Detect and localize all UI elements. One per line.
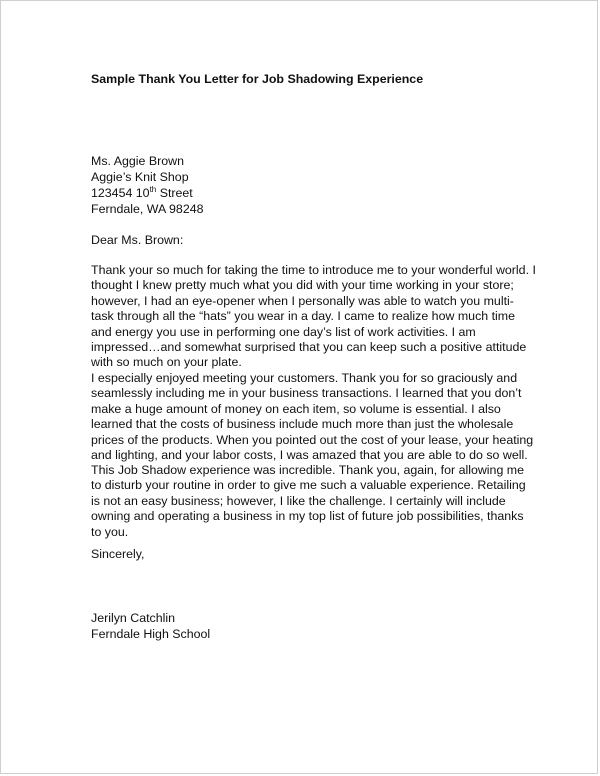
street-name: Street (156, 186, 193, 200)
paragraph-line: task through all the “hats” you wear in a day. I came to realize how much time (91, 309, 516, 324)
paragraph-line: to disturb your routine in order to give me such a valuable experience. Retailing (91, 478, 526, 493)
recipient-street (91, 185, 193, 201)
paragraph-line: This Job Shadow experience was incredible. Thank you, again, for allowing me (91, 463, 524, 477)
recipient-name: Ms. Aggie Brown (91, 154, 184, 168)
paragraph-line: is not an easy business; however, I like the challenge. I certainly will include (91, 493, 506, 508)
paragraph-line: I especially enjoyed meeting your customers. Thank you for so graciously and (91, 371, 518, 385)
paragraph-line: to you. (91, 524, 129, 539)
paragraph-line: owning and operating a business in my top list of future job possibilities, thanks (91, 509, 524, 524)
document-title: Sample Thank You Letter for Job Shadowing Experience (91, 72, 424, 86)
paragraph-1 (91, 263, 536, 371)
signature-school: Ferndale High School (91, 627, 211, 641)
paragraph-line: and lighting, and your labor costs, I was amazed that you are able to do so well. (91, 448, 528, 463)
paragraph-line: however, I had an eye-opener when I personally was able to watch you multi- (91, 293, 514, 308)
salutation: Dear Ms. Brown: (91, 233, 184, 247)
paragraph-line: learned that the costs of business include much more than just the wholesale (91, 417, 514, 432)
street-number: 123454 10 (91, 186, 150, 200)
recipient-company: Aggie’s Knit Shop (91, 170, 189, 184)
paragraph-line: seamlessly including me in your business transactions. I learned that you don’t (91, 386, 522, 401)
closing: Sincerely, (91, 547, 145, 561)
street-ordinal-suffix: th (149, 184, 157, 194)
paragraph-line: make a huge amount of money on each item, so volume is essential. I also (91, 401, 501, 416)
paragraph-line: Thank your so much for taking the time to introduce me to your wonderful world. I (91, 263, 536, 277)
paragraph-line: and energy you use in performing one day’s list of work activities. I am (91, 324, 476, 339)
paragraph-line: thought I knew pretty much what you did with your time working in your store; (91, 278, 514, 293)
paragraph-3 (91, 463, 531, 540)
signature-name: Jerilyn Catchlin (91, 611, 176, 625)
paragraph-line: impressed…and somewhat surprised that you can keep such a positive attitude (91, 340, 527, 355)
recipient-city-line: Ferndale, WA 98248 (91, 202, 204, 216)
paragraph-2 (91, 371, 534, 463)
paragraph-line: prices of the products. When you pointed out the cost of your lease, your heating (91, 432, 534, 447)
paragraph-line: with so much on your plate. (91, 355, 242, 370)
